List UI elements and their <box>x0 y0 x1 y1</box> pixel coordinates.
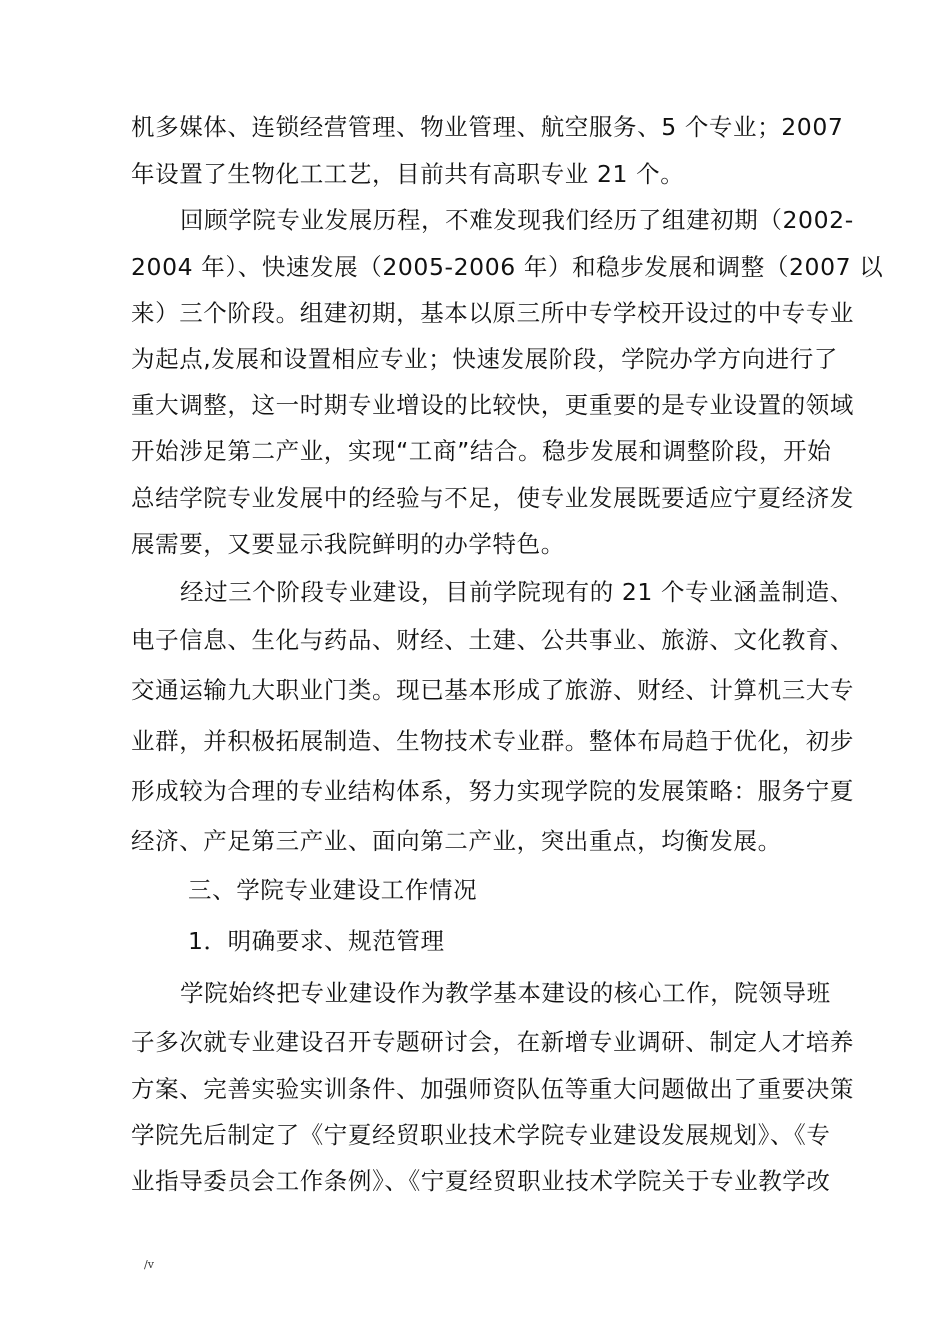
body-text-line: 机多媒体、连锁经营管理、物业管理、航空服务、5 个专业；2007 <box>131 113 844 141</box>
body-text-line: 重大调整，这一时期专业增设的比较快，更重要的是专业设置的领域 <box>131 391 854 419</box>
subsection-heading: 1．明确要求、规范管理 <box>188 927 445 955</box>
body-text-line: 子多次就专业建设召开专题研讨会，在新增专业调研、制定人才培养 <box>131 1028 854 1056</box>
body-text-line: 交通运输九大职业门类。现已基本形成了旅游、财经、计算机三大专 <box>131 676 854 704</box>
paragraph-first-line: 经过三个阶段专业建设，目前学院现有的 21 个专业涵盖制造、 <box>180 578 854 606</box>
body-text-line: 经济、产足第三产业、面向第二产业，突出重点，均衡发展。 <box>131 827 782 855</box>
body-text-line: 年设置了生物化工工艺，目前共有高职专业 21 个。 <box>131 160 685 188</box>
body-text-line: 展需要，又要显示我院鲜明的办学特色。 <box>131 530 565 558</box>
footer-mark: /v <box>144 1258 154 1271</box>
body-text-line: 形成较为合理的专业结构体系，努力实现学院的发展策略：服务宁夏 <box>131 777 854 805</box>
body-text-line: 来）三个阶段。组建初期，基本以原三所中专学校开设过的中专专业 <box>131 299 854 327</box>
body-text-line: 开始涉足第二产业，实现“工商”结合。稳步发展和调整阶段，开始 <box>131 437 832 465</box>
body-text-line: 业群，并积极拓展制造、生物技术专业群。整体布局趋于优化，初步 <box>131 727 854 755</box>
body-text-line: 业指导委员会工作条例》、《宁夏经贸职业技术学院关于专业教学改 <box>131 1167 831 1195</box>
body-text-line: 方案、完善实验实训条件、加强师资队伍等重大问题做出了重要决策 <box>131 1075 854 1103</box>
body-text-line: 2004 年）、快速发展（2005-2006 年）和稳步发展和调整（2007 以 <box>131 253 884 281</box>
section-heading: 三、学院专业建设工作情况 <box>188 876 478 904</box>
body-text-line: 总结学院专业发展中的经验与不足，使专业发展既要适应宁夏经济发 <box>131 484 854 512</box>
body-text-line: 学院先后制定了《宁夏经贸职业技术学院专业建设发展规划》、《专 <box>131 1121 831 1149</box>
paragraph-first-line: 回顾学院专业发展历程，不难发现我们经历了组建初期（2002- <box>180 206 854 234</box>
body-text-line: 为起点,发展和设置相应专业；快速发展阶段，学院办学方向进行了 <box>131 345 838 373</box>
paragraph-first-line: 学院始终把专业建设作为教学基本建设的核心工作，院领导班 <box>180 979 831 1007</box>
body-text-line: 电子信息、生化与药品、财经、土建、公共事业、旅游、文化教育、 <box>131 626 854 654</box>
